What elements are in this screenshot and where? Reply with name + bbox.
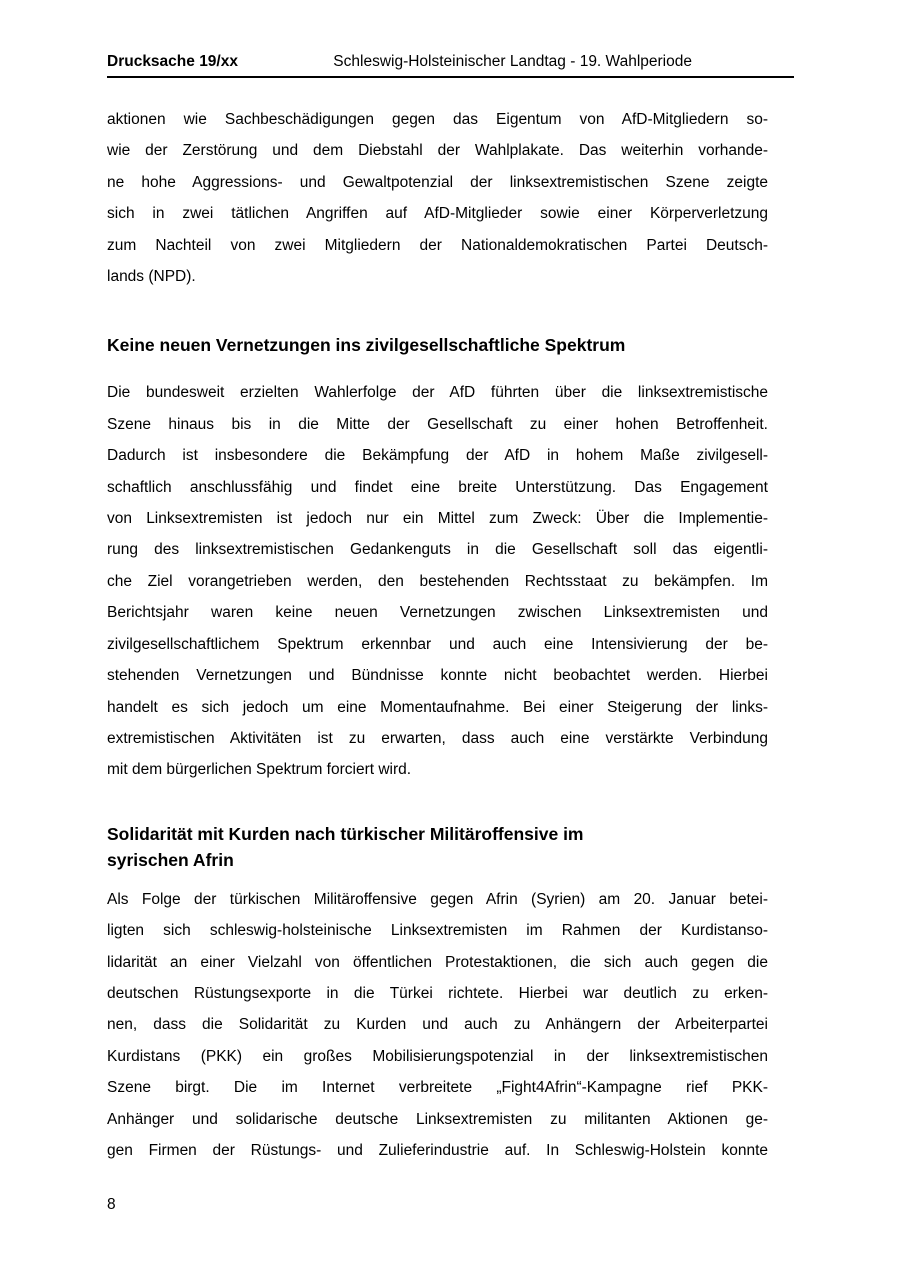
paragraph-2 — [107, 377, 768, 785]
paragraph-1 — [107, 104, 768, 292]
text-line: rung des linksextremistischen Gedankenguts in die Gesellschaft soll das eigentli- — [107, 541, 768, 559]
text-line: lidarität an einer Vielzahl von öffentlichen Protestaktionen, die sich auch gegen die — [107, 953, 768, 971]
header-title: Schleswig-Holsteinischer Landtag - 19. Wahlperiode — [333, 53, 692, 70]
doc-number: Drucksache 19/xx — [107, 53, 238, 70]
text-line: zivilgesellschaftlichem Spektrum erkennbar und auch eine Intensivierung der be- — [107, 635, 768, 653]
text-line: gen Firmen der Rüstungs- und Zulieferindustrie auf. In Schleswig-Holstein konnte — [107, 1141, 768, 1159]
text-line: Dadurch ist insbesondere die Bekämpfung der AfD in hohem Maße zivilgesell- — [107, 447, 768, 465]
text-line: stehenden Vernetzungen und Bündnisse konnte nicht beobachtet werden. Hierbei — [107, 667, 768, 685]
text-line: ne hohe Aggressions- und Gewaltpotenzial der linksextremistischen Szene zeigte — [107, 173, 768, 191]
heading-line: Solidarität mit Kurden nach türkischer Militäroffensive im — [107, 823, 584, 844]
text-line: mit dem bürgerlichen Spektrum forciert wird. — [107, 761, 412, 779]
text-line: extremistischen Aktivitäten ist zu erwarten, dass auch eine verstärkte Verbindung — [107, 729, 768, 747]
text-line: Berichtsjahr waren keine neuen Vernetzungen zwischen Linksextremisten und — [107, 604, 768, 622]
text-line: Szene birgt. Die im Internet verbreitete „Fight4Afrin“-Kampagne rief PKK- — [107, 1079, 768, 1097]
text-line: handelt es sich jedoch um eine Momentaufnahme. Bei einer Steigerung der links- — [107, 698, 768, 716]
text-line: nen, dass die Solidarität zu Kurden und auch zu Anhängern der Arbeiterpartei — [107, 1016, 768, 1034]
text-line: sich in zwei tätlichen Angriffen auf AfD-Mitglieder sowie einer Körperverletzung — [107, 205, 768, 223]
page-header — [107, 53, 900, 78]
text-line: Als Folge der türkischen Militäroffensive gegen Afrin (Syrien) am 20. Januar betei- — [107, 890, 768, 908]
text-line: aktionen wie Sachbeschädigungen gegen das Eigentum von AfD-Mitgliedern so- — [107, 111, 768, 128]
header-row — [107, 53, 794, 70]
header-rule — [107, 76, 794, 78]
text-line: schaftlich anschlussfähig und findet eine breite Unterstützung. Das Engagement — [107, 478, 768, 496]
page-number: 8 — [107, 1196, 116, 1214]
section-heading-2 — [107, 821, 787, 873]
paragraph-3 — [107, 884, 768, 1167]
text-line: wie der Zerstörung und dem Diebstahl der Wahlplakate. Das weiterhin vorhande- — [107, 142, 768, 160]
text-line: lands (NPD). — [107, 268, 196, 286]
text-line: ligten sich schleswig-holsteinische Linksextremisten im Rahmen der Kurdistanso- — [107, 922, 768, 940]
text-line: Szene hinaus bis in die Mitte der Gesellschaft zu einer hohen Betroffenheit. — [107, 415, 768, 433]
text-line: Kurdistans (PKK) ein großes Mobilisierungspotenzial in der linksextremistischen — [107, 1047, 768, 1065]
text-line: deutschen Rüstungsexporte in die Türkei richtete. Hierbei war deutlich zu erken- — [107, 984, 768, 1002]
text-line: Die bundesweit erzielten Wahlerfolge der AfD führten über die linksextremistische — [107, 384, 768, 402]
heading-line: syrischen Afrin — [107, 849, 234, 870]
text-line: von Linksextremisten ist jedoch nur ein Mittel zum Zweck: Über die Implementie- — [107, 510, 768, 528]
text-line: zum Nachteil von zwei Mitgliedern der Nationaldemokratischen Partei Deutsch- — [107, 236, 768, 254]
page-footer — [107, 1196, 900, 1214]
text-line: che Ziel vorangetrieben werden, den bestehenden Rechtsstaat zu bekämpfen. Im — [107, 572, 768, 590]
text-line: Anhänger und solidarische deutsche Linksextremisten zu militanten Aktionen ge- — [107, 1110, 768, 1128]
section-heading-1: Keine neuen Vernetzungen ins zivilgesellschaftliche Spektrum — [107, 335, 626, 356]
